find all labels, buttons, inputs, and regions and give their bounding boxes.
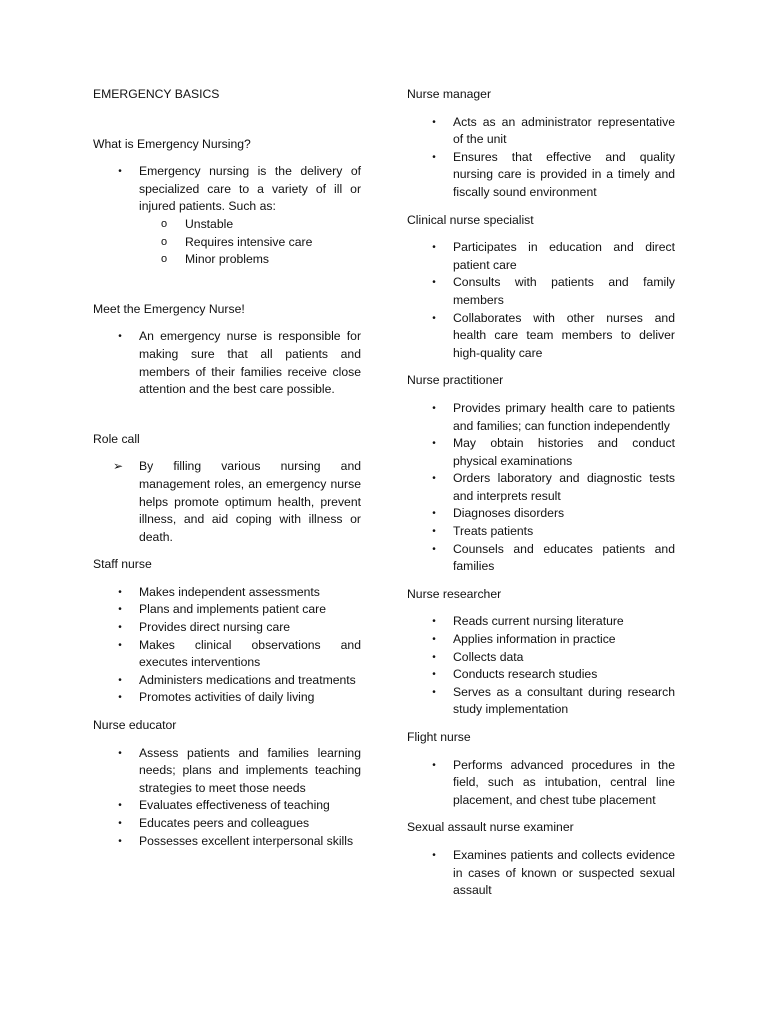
list-item xyxy=(93,833,361,851)
sub-list-item xyxy=(139,216,361,234)
list-item xyxy=(407,239,675,274)
list-item xyxy=(407,400,675,435)
list-item xyxy=(407,274,675,309)
bullet-icon: • xyxy=(432,151,436,163)
list-item xyxy=(93,328,361,398)
circle-bullet-icon: o xyxy=(161,217,168,230)
list-item xyxy=(93,584,361,602)
list-item-text: Ensures that effective and quality nursing care is provided in a timely and fiscally sound environment xyxy=(453,149,675,199)
bullet-list xyxy=(93,458,361,546)
list-item xyxy=(407,310,675,363)
list-item xyxy=(407,435,675,470)
list-item xyxy=(93,458,361,546)
list-item xyxy=(407,847,675,900)
bullet-icon: • xyxy=(118,800,122,812)
section-heading: Staff nurse xyxy=(93,557,152,572)
list-item-text: Applies information in practice xyxy=(453,632,616,647)
list-item xyxy=(407,613,675,631)
bullet-icon: • xyxy=(432,277,436,289)
bullet-icon: • xyxy=(432,759,436,771)
bullet-icon: • xyxy=(432,849,436,861)
list-item-text: Promotes activities of daily living xyxy=(139,690,315,705)
bullet-icon: • xyxy=(432,686,436,698)
bullet-icon: • xyxy=(118,674,122,686)
sub-list-item-text: Unstable xyxy=(185,216,234,231)
list-item-text: Provides direct nursing care xyxy=(139,620,291,635)
bullet-list xyxy=(93,328,361,398)
bullet-list xyxy=(407,400,675,576)
section-heading: Meet the Emergency Nurse! xyxy=(93,301,245,316)
list-item xyxy=(407,649,675,667)
list-item-text: Collaborates with other nurses and health care team members to deliver high-quality care xyxy=(453,310,675,360)
section-heading: Clinical nurse specialist xyxy=(407,212,534,227)
bullet-icon: • xyxy=(118,818,122,829)
bullet-icon: • xyxy=(432,473,436,485)
section-heading: Nurse practitioner xyxy=(407,373,504,388)
bullet-list xyxy=(93,745,361,851)
bullet-icon: • xyxy=(432,526,436,538)
list-item xyxy=(93,745,361,798)
document-title: EMERGENCY BASICS xyxy=(93,87,220,101)
section-heading: What is Emergency Nursing? xyxy=(93,136,251,151)
list-item xyxy=(407,631,675,649)
list-item-text: Administers medications and treatments xyxy=(139,672,356,687)
list-item-text: Makes clinical observations and executes interventions xyxy=(139,637,361,670)
list-item-text: Evaluates effectiveness of teaching xyxy=(139,798,330,813)
list-item-text: Orders laboratory and diagnostic tests and interprets result xyxy=(453,471,675,503)
sub-list-item xyxy=(139,251,361,269)
list-item xyxy=(407,149,675,202)
sub-list-item xyxy=(139,234,361,252)
list-item-text: Counsels and educates patients and families xyxy=(453,541,675,574)
bullet-icon: • xyxy=(432,651,436,663)
bullet-icon: • xyxy=(118,586,122,598)
list-item-text: Diagnoses disorders xyxy=(453,506,565,521)
bullet-icon: • xyxy=(118,747,122,759)
list-item-text: Conducts research studies xyxy=(453,667,598,682)
list-item-text: May obtain histories and conduct physical examinations xyxy=(453,436,675,468)
list-item xyxy=(407,757,675,810)
section-heading: Flight nurse xyxy=(407,730,471,744)
bullet-icon: • xyxy=(432,116,436,128)
sub-list-item-text: Requires intensive care xyxy=(185,234,313,249)
list-item-text: By filling various nursing and management roles, an emergency nurse helps promote optimum health, prevent illness, and aid coping with illness or death. xyxy=(139,459,361,544)
list-item-text: Participates in education and direct patient care xyxy=(453,240,675,272)
list-item-text: Acts as an administrator representative of the unit xyxy=(453,114,675,147)
bullet-icon: • xyxy=(118,604,122,616)
section-heading: Role call xyxy=(93,431,140,446)
sub-list xyxy=(139,216,361,269)
list-item xyxy=(407,684,675,719)
bullet-icon: • xyxy=(432,242,436,254)
circle-bullet-icon: o xyxy=(161,235,168,248)
list-item xyxy=(93,797,361,815)
list-item-text: Makes independent assessments xyxy=(139,584,320,599)
bullet-icon: • xyxy=(432,312,436,324)
list-item-text: Educates peers and colleagues xyxy=(139,816,310,830)
bullet-list xyxy=(93,163,361,269)
right-column xyxy=(407,86,675,910)
section-heading: Nurse manager xyxy=(407,87,491,101)
circle-bullet-icon: o xyxy=(161,253,168,266)
list-item xyxy=(93,815,361,833)
bullet-list xyxy=(93,584,361,707)
list-item xyxy=(93,637,361,672)
list-item xyxy=(407,666,675,684)
list-item xyxy=(407,523,675,541)
bullet-icon: • xyxy=(118,692,122,704)
bullet-icon: • xyxy=(432,402,436,414)
list-item xyxy=(407,541,675,576)
bullet-icon: • xyxy=(432,543,436,555)
list-item-text: Provides primary health care to patients and families; can function independently xyxy=(453,400,675,433)
bullet-icon: • xyxy=(432,616,436,628)
arrow-bullet-icon: ➢ xyxy=(112,459,124,474)
left-column xyxy=(93,86,361,860)
bullet-icon: • xyxy=(118,835,122,847)
list-item xyxy=(407,114,675,149)
sub-list-item-text: Minor problems xyxy=(185,252,269,267)
list-item-text: Assess patients and families learning needs; plans and implements teaching strategies to meet those needs xyxy=(139,745,361,795)
bullet-icon: • xyxy=(432,438,436,450)
bullet-icon: • xyxy=(118,622,122,634)
bullet-list xyxy=(407,613,675,719)
list-item-text: Consults with patients and family members xyxy=(453,275,675,307)
list-item-text: An emergency nurse is responsible for making sure that all patients and members of their families receive close attention and the best care possible. xyxy=(139,329,361,397)
bullet-icon: • xyxy=(118,331,122,343)
list-item xyxy=(93,619,361,637)
bullet-icon: • xyxy=(118,166,122,178)
section-heading: Nurse researcher xyxy=(407,586,502,601)
list-item xyxy=(93,689,361,707)
list-item-text: Collects data xyxy=(453,649,524,664)
bullet-icon: • xyxy=(432,508,436,520)
bullet-icon: • xyxy=(118,639,122,651)
list-item-text: Emergency nursing is the delivery of specialized care to a variety of ill or injured patients. Such as: xyxy=(139,164,361,214)
section-heading: Sexual assault nurse examiner xyxy=(407,820,574,835)
bullet-list xyxy=(407,239,675,362)
list-item-text: Treats patients xyxy=(453,524,534,539)
bullet-list xyxy=(407,847,675,900)
bullet-icon: • xyxy=(432,634,436,646)
list-item xyxy=(93,672,361,690)
bullet-list xyxy=(407,114,675,202)
bullet-list xyxy=(407,757,675,810)
list-item xyxy=(407,470,675,505)
bullet-icon: • xyxy=(432,669,436,681)
list-item-text: Plans and implements patient care xyxy=(139,602,326,617)
list-item xyxy=(407,505,675,523)
list-item-text: Examines patients and collects evidence in cases of known or suspected sexual assault xyxy=(453,847,675,898)
list-item-text: Possesses excellent interpersonal skills xyxy=(139,833,354,848)
list-item xyxy=(93,163,361,269)
list-item xyxy=(93,601,361,619)
list-item-text: Reads current nursing literature xyxy=(453,614,624,629)
list-item-text: Performs advanced procedures in the field, such as intubation, central line placement, and chest tube placement xyxy=(453,757,675,807)
section-heading: Nurse educator xyxy=(93,718,177,733)
list-item-text: Serves as a consultant during research study implementation xyxy=(453,684,675,717)
